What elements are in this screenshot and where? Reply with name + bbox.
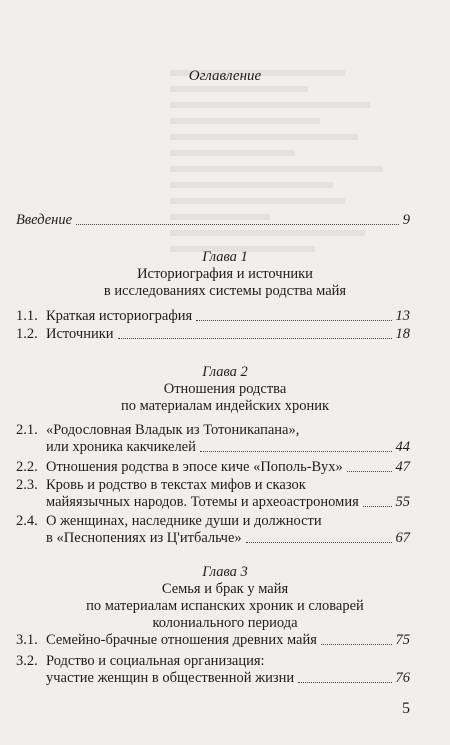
section-title-line: майяязычных народов. Тотемы и археоастрономия xyxy=(46,494,359,510)
section-number: 2.1. xyxy=(16,422,38,438)
leader-dots xyxy=(347,471,392,472)
leader-dots xyxy=(298,682,391,683)
leader-dots xyxy=(321,644,392,645)
leader-dots xyxy=(118,338,392,339)
section-page: 76 xyxy=(395,670,410,686)
section-page: 47 xyxy=(395,459,410,475)
section-page: 13 xyxy=(395,308,410,324)
chapter-2-heading xyxy=(0,364,450,415)
chapter-label: Глава 2 xyxy=(202,364,248,380)
leader-dots xyxy=(246,542,392,543)
page-number: 5 xyxy=(402,700,410,717)
section-number: 1.1. xyxy=(16,308,38,324)
chapter-3-heading xyxy=(0,564,450,632)
section-title-line: или хроника какчикелей xyxy=(46,439,196,455)
section-title-line: Родство и социальная организация: xyxy=(46,653,265,669)
section-number: 2.3. xyxy=(16,477,38,493)
section-title: Источники xyxy=(46,326,114,342)
intro-label: Введение xyxy=(16,212,73,228)
section-page: 67 xyxy=(395,530,410,546)
leader-dots xyxy=(200,451,392,452)
section-title: Краткая историография xyxy=(46,308,193,324)
chapter-label: Глава 3 xyxy=(202,564,248,580)
chapter-title-line: Семья и брак у майя xyxy=(161,581,289,597)
chapter-title-line: по материалам индейских хроник xyxy=(120,398,330,414)
section-title: Отношения родства в эпосе киче «Пополь-Вух» xyxy=(46,459,343,475)
chapter-title-line: колониального периода xyxy=(152,615,298,631)
leader-dots xyxy=(196,320,391,321)
chapter-title-line: в исследованиях системы родства майя xyxy=(103,283,347,299)
section-number: 3.2. xyxy=(16,653,38,669)
chapter-title-line: Историография и источники xyxy=(137,266,313,282)
chapter-1-heading xyxy=(0,249,450,300)
section-page: 18 xyxy=(395,326,410,342)
section-title-line: «Родословная Владык из Тотоникапана», xyxy=(46,422,300,438)
section-number: 3.1. xyxy=(16,632,38,648)
chapter-label: Глава 1 xyxy=(202,249,248,265)
section-page: 75 xyxy=(395,632,410,648)
chapter-title-line: по материалам испанских хроник и словарей xyxy=(86,598,364,614)
section-number: 2.2. xyxy=(16,459,38,475)
leader-dots xyxy=(76,224,399,225)
section-number: 2.4. xyxy=(16,513,38,529)
section-page: 44 xyxy=(395,439,410,455)
section-number: 1.2. xyxy=(16,326,38,342)
toc-entry-intro[interactable] xyxy=(16,212,410,229)
section-page: 55 xyxy=(395,494,410,510)
section-title-line: участие женщин в общественной жизни xyxy=(46,670,295,686)
section-title-line: в «Песнопениях из Ц'итбальче» xyxy=(46,530,242,546)
section-title-line: О женщинах, наследнике души и должности xyxy=(46,513,322,529)
intro-page: 9 xyxy=(402,212,410,228)
chapter-title-line: Отношения родства xyxy=(163,381,287,397)
toc-heading: Оглавление xyxy=(188,68,262,84)
section-title-line: Кровь и родство в текстах мифов и сказок xyxy=(46,477,306,493)
leader-dots xyxy=(363,506,392,507)
section-title: Семейно-брачные отношения древних майя xyxy=(46,632,317,648)
